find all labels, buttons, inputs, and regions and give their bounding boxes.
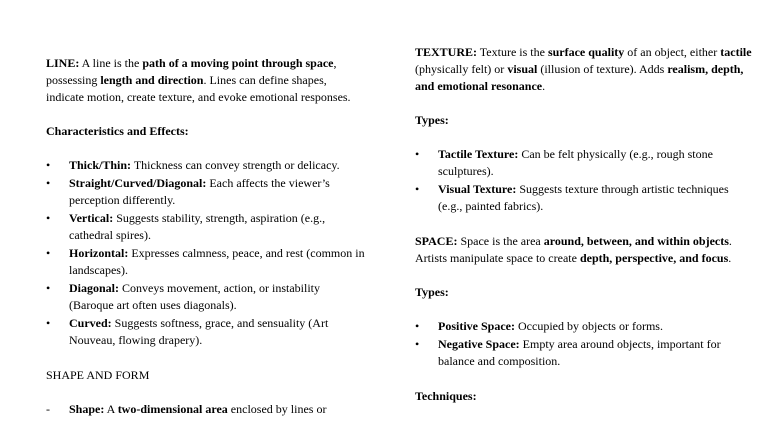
bullet-icon: • — [46, 316, 51, 330]
characteristics-heading-text: Characteristics and Effects: — [46, 124, 189, 138]
space-types-heading — [415, 284, 755, 301]
shape-heading — [46, 367, 366, 384]
item-bold-1: two-dimensional area — [117, 402, 228, 416]
item-text: Empty area around objects, important for balance and composition. — [438, 337, 721, 368]
item-term: Positive Space: — [438, 319, 515, 333]
item-text: Each affects the viewer’s perception differently. — [69, 176, 330, 207]
texture-types-heading-text: Types: — [415, 113, 449, 127]
bullet-icon: • — [415, 182, 420, 196]
bullet-icon: • — [46, 281, 51, 295]
bullet-icon: • — [415, 319, 420, 333]
list-item — [46, 245, 366, 279]
list-item — [46, 157, 366, 174]
space-text-3: . — [728, 251, 732, 265]
dash-icon: - — [46, 402, 50, 416]
texture-text-5: . — [542, 79, 546, 93]
bullet-icon: • — [46, 246, 51, 260]
item-term: Thick/Thin: — [69, 158, 132, 172]
item-term: Straight/Curved/Diagonal: — [69, 176, 207, 190]
techniques-heading-text: Techniques: — [415, 389, 477, 403]
list-item — [46, 280, 366, 314]
line-bold-1: path of a moving point through space — [142, 56, 334, 70]
bullet-icon: • — [46, 211, 51, 225]
line-label: LINE: — [46, 56, 80, 70]
item-term: Tactile Texture: — [438, 147, 519, 161]
texture-label: TEXTURE: — [415, 45, 478, 59]
space-text-2: . Artists manipulate space to create — [415, 234, 732, 265]
space-bold-2: depth, perspective, and focus — [579, 251, 729, 265]
bullet-icon: • — [415, 147, 420, 161]
item-text: Occupied by objects or forms. — [515, 319, 663, 333]
item-text: Conveys movement, action, or instability (Baroque art often uses diagonals). — [69, 281, 320, 312]
bullet-icon: • — [415, 337, 420, 351]
texture-bold-2: tactile — [720, 45, 752, 59]
item-text: Suggests stability, strength, aspiration (e.g., cathedral spires). — [69, 211, 326, 242]
texture-paragraph — [415, 44, 755, 95]
texture-text-2: of an object, either — [624, 45, 721, 59]
space-types-list — [415, 318, 755, 370]
item-term: Curved: — [69, 316, 112, 330]
list-item — [415, 318, 755, 335]
texture-text-4: (illusion of texture). Adds — [537, 62, 668, 76]
item-text: Thickness can convey strength or delicacy. — [131, 158, 340, 172]
techniques-heading — [415, 388, 755, 405]
list-item — [46, 401, 366, 418]
shape-heading-text: SHAPE AND FORM — [46, 368, 150, 382]
texture-types-list — [415, 146, 755, 215]
item-term: Diagonal: — [69, 281, 120, 295]
item-term: Visual Texture: — [438, 182, 517, 196]
texture-bold-1: surface quality — [547, 45, 625, 59]
texture-bold-4: realism, depth, and emotional resonance — [415, 62, 744, 93]
line-text-1: A line is the — [79, 56, 143, 70]
left-column — [46, 55, 366, 419]
texture-types-heading — [415, 112, 755, 129]
list-item — [415, 336, 755, 370]
space-text-1: Space is the area — [457, 234, 544, 248]
item-text: Can be felt physically (e.g., rough stone sculptures). — [438, 147, 713, 178]
item-text: Expresses calmness, peace, and rest (common in landscapes). — [69, 246, 365, 277]
space-types-heading-text: Types: — [415, 285, 449, 299]
right-column — [415, 44, 755, 405]
item-term: Negative Space: — [438, 337, 520, 351]
line-paragraph — [46, 55, 366, 106]
list-item — [46, 210, 366, 244]
list-item — [415, 181, 755, 215]
list-item — [46, 315, 366, 349]
texture-text-1: Texture is the — [477, 45, 548, 59]
characteristics-heading — [46, 123, 366, 140]
item-text: Suggests softness, grace, and sensuality (Art Nouveau, flowing drapery). — [69, 316, 329, 347]
item-text: Suggests texture through artistic techniques (e.g., painted fabrics). — [438, 182, 729, 213]
item-text-2: enclosed by lines or — [227, 402, 327, 416]
bullet-icon: • — [46, 176, 51, 190]
space-label: SPACE: — [415, 234, 458, 248]
item-term: Horizontal: — [69, 246, 129, 260]
space-bold-1: around, between, and within objects — [543, 234, 729, 248]
texture-bold-3: visual — [507, 62, 538, 76]
item-term: Vertical: — [69, 211, 114, 225]
item-term: Shape: — [69, 402, 105, 416]
line-text-3: . Lines can define shapes, indicate motion, create texture, and evoke emotional responses. — [46, 73, 351, 104]
shape-list — [46, 401, 366, 418]
texture-text-3: (physically felt) or — [415, 62, 508, 76]
line-bold-2: length and direction — [100, 73, 204, 87]
list-item — [415, 146, 755, 180]
line-text-2: , possessing — [46, 56, 337, 87]
characteristics-list — [46, 157, 366, 349]
bullet-icon: • — [46, 158, 51, 172]
space-paragraph — [415, 233, 755, 267]
list-item — [46, 175, 366, 209]
item-text-1: A — [104, 402, 118, 416]
